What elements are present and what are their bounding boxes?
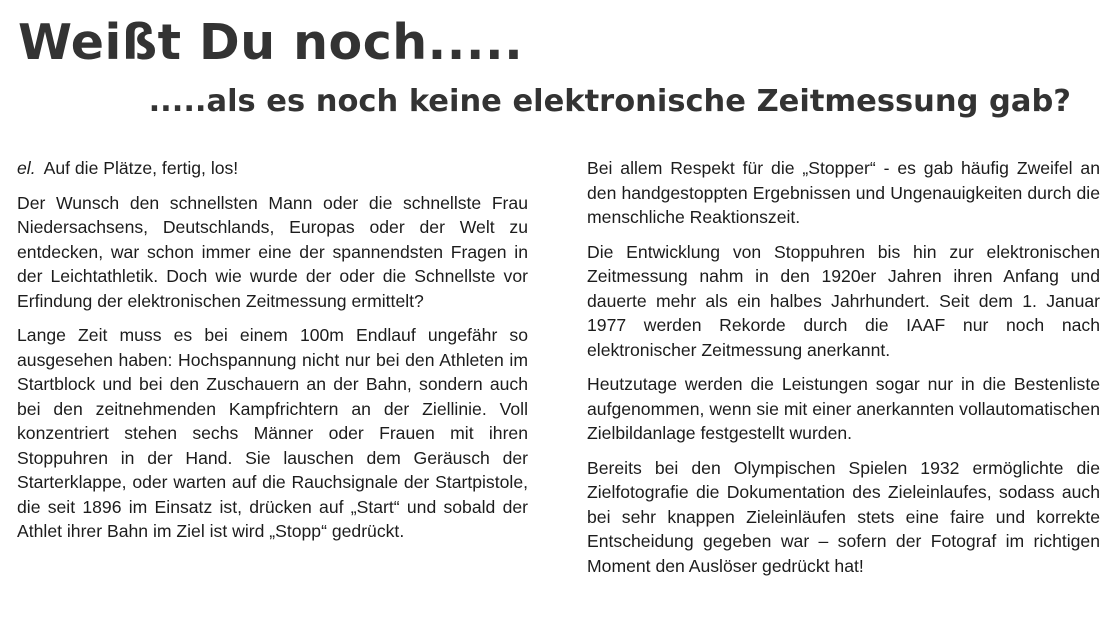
paragraph-left-2: Lange Zeit muss es bei einem 100m Endlauf ungefähr so ausgesehen haben: Hochspannung nicht nur bei den Athleten im Startblock und bei den Zuschauern an der Bahn, sondern auch bei den zeitnehmenden Kampfrichtern an der Ziellinie. Voll konzentriert stehen sechs Männer oder Frauen mit ihren Stoppuhren in der Hand. Sie lauschen dem Geräusch der Starterklappe, oder warten auf die Rauchsignale der Startpistole, die seit 1896 im Einsatz ist, drücken auf „Start“ und sobald der Athlet ihrer Bahn im Ziel ist wird „Stopp“ gedrückt. [17,325,528,541]
paragraph-right-3: Heutzutage werden die Leistungen sogar nur in die Bestenliste aufgenommen, wenn sie mit einer anerkannten vollautomatischen Zielbildanlage festgestellt wurden. [587,374,1100,443]
author-initials: el. [17,158,36,178]
article-subtitle: .....als es noch keine elektronische Zeitmessung gab? [148,84,1071,119]
article-title: Weißt Du noch..... [18,14,524,71]
intro-line [17,156,528,181]
right-column [587,156,1100,588]
paragraph-right-1: Bei allem Respekt für die „Stopper“ - es gab häufig Zweifel an den handgestoppten Ergebnissen und Ungenauigkeiten durch die menschliche Reaktionszeit. [587,158,1100,227]
paragraph-right-2: Die Entwicklung von Stoppuhren bis hin zur elektronischen Zeitmessung nahm in den 1920er Jahren ihren Anfang und dauerte mehr als ein halbes Jahrhundert. Seit dem 1. Januar 1977 werden Rekorde durch die IAAF nur noch nach elektronischer Zeitmessung anerkannt. [587,241,1100,360]
paragraph-left-1: Der Wunsch den schnellsten Mann oder die schnellste Frau Niedersachsens, Deutschlands, Europas oder der Welt zu entdecken, war schon immer eine der spannendsten Fragen in der Leichtathletik. Doch wie wurde der oder die Schnellste vor Erfindung der elektronischen Zeitmessung ermittelt? [17,192,528,311]
left-column [17,156,528,554]
paragraph-right-4: Bereits bei den Olympischen Spielen 1932 ermöglichte die Zielfotografie die Dokumentation des Zieleinlaufes, sodass auch bei sehr knappen Zieleinläufen stets eine faire und korrekte Entscheidung gegeben war – sofern der Fotograf im richtigen Moment den Auslöser gedrückt hat! [587,457,1100,576]
intro-text: Auf die Plätze, fertig, los! [43,158,239,178]
